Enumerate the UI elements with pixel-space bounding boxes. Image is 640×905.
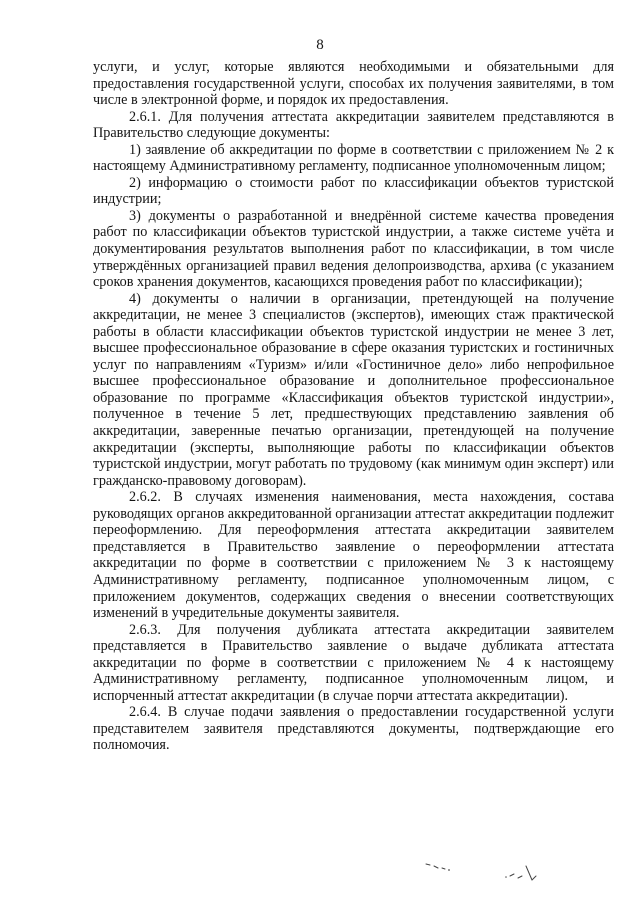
list-item-4-specialists: 4) документы о наличии в организации, претендующей на получение аккредитации, не менее 3 специалистов (экспертов), имеющих стаж практической работы в области классификации объектов туристской индустрии не менее 3 лет, высшее профессиональное образование в сфере оказания туристских и гостиничных услуг по направлениям «Туризм» и/или «Гостиничное дело» либо непрофильное высшее профессиональное образование и дополнительное профессиональное образование по программе «Классификация объектов туристской индустрии», полученное в течение 5 лет, предшествующих представлению заявления об аккредитации, заверенные печатью организации, претендующей на получение аккредитации (эксперты, выполняющие работы по классификации объектов туристской индустрии, могут работать по трудовому (как минимум один эксперт) или гражданско-правовому договорам).: [93, 290, 614, 489]
paragraph-2-6-4: 2.6.4. В случае подачи заявления о предоставлении государственной услуги представителем заявителя представляются документы, подтверждающие его полномочия.: [93, 704, 614, 754]
paragraph-2-6-2: 2.6.2. В случаях изменения наименования, места нахождения, состава руководящих органов аккредитованной организации аттестат аккредитации подлежит переоформлению. Для переоформления аттестата аккредитации заявителем представляется в Правительство заявление о переоформлении аттестата аккредитации по форме в соответствии с приложением № 3 к настоящему Административному регламенту, подписанное уполномоченным лицом, с приложением документов, содержащих сведения о внесении соответствующих изменений в учредительные документы заявителя.: [93, 489, 614, 622]
page-number: 8: [316, 37, 324, 53]
paragraph-intro-continuation: услуги, и услуг, которые являются необходимыми и обязательными для предоставления государственной услуги, способах их получения заявителями, в том числе в электронной форме, и порядок их предоставления.: [93, 59, 614, 109]
document-body: [93, 59, 614, 754]
paragraph-2-6-3: 2.6.3. Для получения дубликата аттестата аккредитации заявителем представляется в Правительство заявление о выдаче дубликата аттестата аккредитации по форме в соответствии с приложением № 4 к настоящему Административному регламенту, подписанное уполномоченным лицом, и испорченный аттестат аккредитации (в случае порчи аттестата аккредитации).: [93, 621, 614, 704]
paragraph-2-6-1: 2.6.1. Для получения аттестата аккредитации заявителем представляются в Правительство следующие документы:: [93, 108, 614, 142]
scan-artifact-marks: [422, 856, 552, 886]
list-item-1-application: 1) заявление об аккредитации по форме в соответствии с приложением № 2 к настоящему Административному регламенту, подписанное уполномоченным лицом;: [93, 141, 614, 175]
list-item-2-cost-info: 2) информацию о стоимости работ по классификации объектов туристской индустрии;: [93, 174, 614, 208]
list-item-3-quality-system: 3) документы о разработанной и внедрённой системе качества проведения работ по классификации объектов туристской индустрии, а также системе учёта и документирования результатов выполнения работ по классификации, в том числе утверждённых организацией правил ведения делопроизводства, архива (с указанием сроков хранения документов, касающихся проведения работ по классификации);: [93, 207, 614, 291]
